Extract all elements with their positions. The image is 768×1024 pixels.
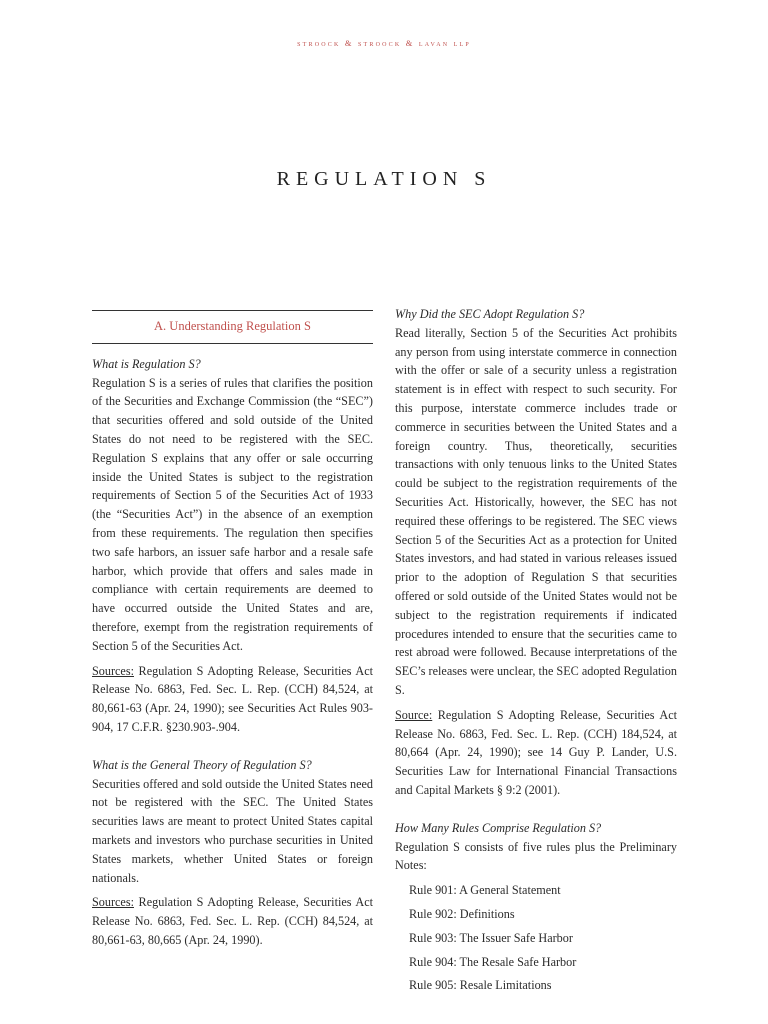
answer-how-many-rules: Regulation S consists of five rules plus the Preliminary Notes:: [395, 839, 677, 873]
rule-item: Rule 901: A General Statement: [409, 883, 561, 898]
sources-text: Regulation S Adopting Release, Securities Act Release No. 6863, Fed. Sec. L. Rep. (CCH) 84,524, at 80,661-63 (Apr. 24, 1990); see Securities Act Rules 903- 904, 17 C.F.R. §230.903-.904.: [92, 663, 373, 734]
source-label: Source:: [395, 707, 433, 722]
answer-what-is-regulation-s: Regulation S is a series of rules that clarifies the position of the Securities and Exchange Commission (the “SEC”) that securities offered and sold outside of the United States do not need to be registered with the SEC. Regulation S explains that any offer or sale occurring inside the United States is subject to the registration requirements of Section 5 of the Securities Act of 1933 (the “Securities Act”) in the absence of an exemption from these requirements. The regulation then specifies two safe harbors, an issuer safe harbor and a resale safe harbor, which provide that offers and sales made in compliance with certain requirements are deemed to have occurred outside the United States and are, therefore, exempt from the registration requirements of Section 5 of the Securities Act.: [92, 375, 373, 653]
sources-label: Sources:: [92, 663, 134, 678]
rule-item: Rule 902: Definitions: [409, 906, 515, 921]
page-title: REGULATION S: [276, 168, 492, 190]
firm-name-header: stroock & stroock & lavan llp: [297, 38, 471, 48]
answer-why-adopt: Read literally, Section 5 of the Securities Act prohibits any person from using interstate commerce in connection with the offer or sale of a security unless a registration statement is in effect with respect to such security. For this purpose, interstate commerce includes trade or commerce in securities between the United States and a foreign country. Thus, theoretically, securities transactions with only tenuous links to the United States could be subject to the registration requirements of the Securities Act. Historically, however, the SEC has not required these offerings to be registered. The SEC views Section 5 of the Securities Act as a protection for United States investors, and had stated in various releases issued prior to the adoption of Regulation S that securities offered or sold outside of the United States would not be subject to the registration requirements if indicated procedures intended to ensure that the securities came to rest abroad were followed. Because interpretations of the SEC’s releases were unclear, the SEC adopted Regulation S.: [395, 325, 677, 697]
question-why-adopt: Why Did the SEC Adopt Regulation S?: [395, 307, 585, 321]
sources-paragraph-2: [92, 893, 373, 949]
question-how-many-rules: How Many Rules Comprise Regulation S?: [395, 820, 602, 835]
rule-item: Rule 904: The Resale Safe Harbor: [409, 954, 577, 969]
question-what-is-regulation-s: What is Regulation S?: [92, 356, 201, 371]
right-column: [395, 305, 677, 995]
answer-general-theory: Securities offered and sold outside the United States need not be registered with the SEC. The United States securities laws are meant to protect United States capital markets and investors who purchase securities in United States markets, whether United States or foreign nationals.: [92, 776, 373, 885]
rule-item: Rule 903: The Issuer Safe Harbor: [409, 930, 573, 945]
sources-paragraph-1: [92, 662, 373, 737]
section-heading: A. Understanding Regulation S: [92, 310, 373, 344]
sources-text: Regulation S Adopting Release, Securities Act Release No. 6863, Fed. Sec. L. Rep. (CCH) 84,524, at 80,661-63, 80,665 (Apr. 24, 1990).: [92, 895, 373, 947]
source-paragraph: [395, 706, 677, 800]
question-general-theory: What is the General Theory of Regulation S?: [92, 757, 312, 772]
sources-label: Sources:: [92, 895, 134, 910]
rule-item: Rule 905: Resale Limitations: [409, 978, 552, 993]
source-text: Regulation S Adopting Release, Securities Act Release No. 6863, Fed. Sec. L. Rep. (CCH) 184,524, at 80,664 (Apr. 24, 1990); see 14 Guy P. Lander, U.S. Securities Law for International Financial Transactions and Capital Markets § 9:2 (2001).: [395, 707, 677, 797]
left-column: [92, 310, 373, 950]
